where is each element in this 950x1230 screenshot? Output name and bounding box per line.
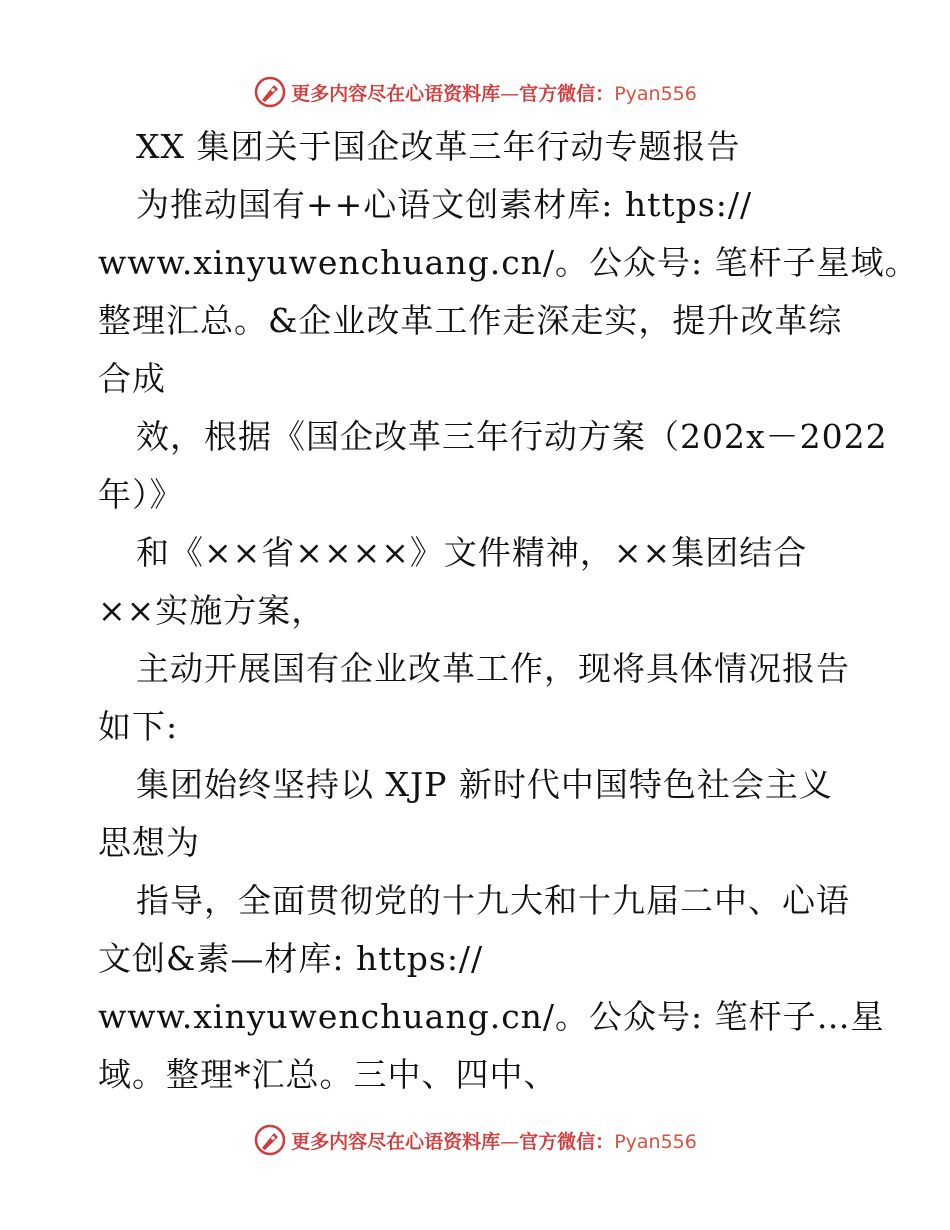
body-line: 如下: [98, 707, 179, 746]
body-line: ××实施方案， [98, 591, 326, 630]
banner-wechat-id: Pyan556 [614, 82, 697, 105]
body-line: 域。整理*汇总。三中、四中、 [98, 1055, 558, 1094]
footer-banner [0, 1120, 950, 1160]
pen-nib-logo-icon [253, 1123, 287, 1157]
banner-wechat-label: 官方微信： [519, 1130, 615, 1153]
banner-main-text: 更多内容尽在心语资料库 [291, 1130, 501, 1153]
body-line: 效，根据《国企改革三年行动方案（202x－2022 [136, 417, 888, 456]
document-title: XX 集团关于国企改革三年行动专题报告 [136, 127, 741, 166]
body-line: www.xinyuwenchuang.cn/。公众号: 笔杆子…星 [98, 997, 885, 1036]
body-line: 年）》 [98, 475, 184, 514]
body-line: 思想为 [98, 823, 200, 862]
banner-main-text: 更多内容尽在心语资料库 [291, 82, 501, 105]
banner-caption [291, 79, 697, 106]
body-line: www.xinyuwenchuang.cn/。公众号: 笔杆子星域。 [98, 243, 919, 282]
banner-wechat-label: 官方微信： [519, 82, 615, 105]
body-line: 文创&素—材库: https:// [98, 939, 484, 978]
body-line: 合成 [98, 359, 166, 398]
banner-separator: — [500, 1130, 520, 1153]
body-line: 和《××省××××》文件精神，××集团结合 [136, 533, 808, 572]
body-line: 集团始终坚持以 XJP 新时代中国特色社会主义 [136, 765, 833, 804]
banner-caption [291, 1127, 697, 1154]
body-line: 整理汇总。&企业改革工作走深走实，提升改革综 [98, 301, 843, 340]
header-banner [0, 72, 950, 112]
body-line: 指导，全面贯彻党的十九大和十九届二中、心语 [136, 881, 850, 920]
banner-separator: — [500, 82, 520, 105]
body-line: 为推动国有++心语文创素材库: https:// [136, 185, 753, 224]
banner-wechat-id: Pyan556 [614, 1130, 697, 1153]
pen-nib-logo-icon [253, 75, 287, 109]
document-body [98, 118, 919, 1104]
body-line: 主动开展国有企业改革工作，现将具体情况报告 [136, 649, 850, 688]
